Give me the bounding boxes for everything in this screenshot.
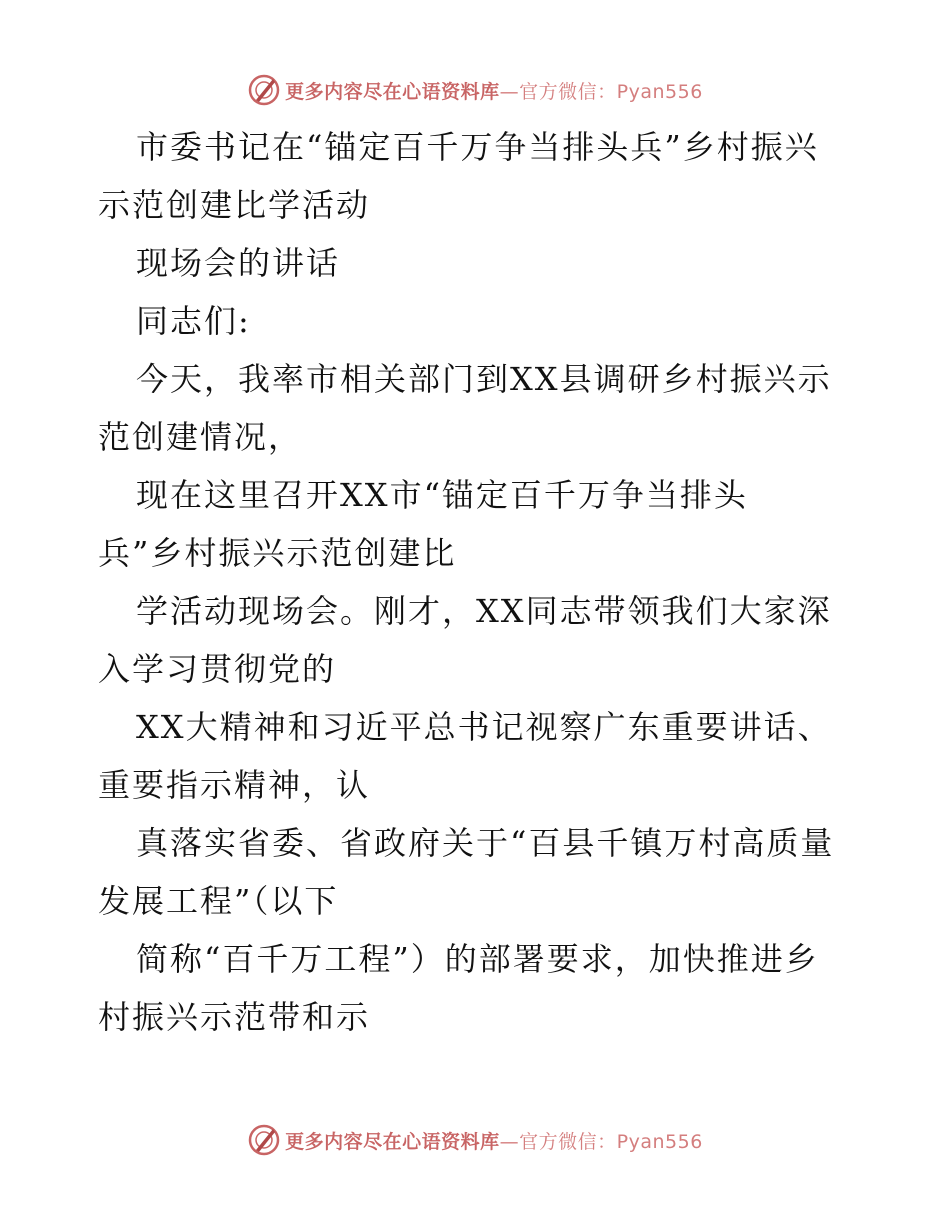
brand-logo-icon [247, 1123, 281, 1157]
text-line: 重要指示精神，认 [98, 766, 371, 804]
text-line: 村振兴示范带和示 [98, 998, 371, 1036]
brand-logo-icon [247, 73, 281, 107]
text-line: 兵”乡村振兴示范创建比 [98, 534, 457, 572]
text-line: 发展工程”（以下 [98, 882, 339, 920]
text-line: 真落实省委、省政府关于“百县千镇万村高质量 [136, 824, 835, 862]
watermark-text: 更多内容尽在心语资料库—官方微信：Pyan556 [285, 1130, 703, 1153]
text-line: 入学习贯彻党的 [98, 650, 337, 688]
text-line: 范创建情况， [98, 418, 303, 456]
text-line: 示范创建比学活动 [98, 186, 371, 224]
watermark-footer [0, 1120, 950, 1160]
text-line: XX大精神和习近平总书记视察广东重要讲话、 [136, 708, 832, 746]
text-line: 学活动现场会。刚才，XX同志带领我们大家深 [136, 592, 832, 630]
text-line: 同志们: [136, 302, 251, 340]
text-line: 现在这里召开XX市“锚定百千万争当排头 [136, 476, 748, 514]
text-line: 简称“百千万工程”）的部署要求，加快推进乡 [136, 940, 819, 978]
document-body [98, 118, 858, 1046]
watermark-header [0, 70, 950, 110]
text-line: 市委书记在“锚定百千万争当排头兵”乡村振兴 [136, 128, 819, 166]
text-line: 今天，我率市相关部门到XX县调研乡村振兴示 [136, 360, 832, 398]
text-line: 现场会的讲话 [136, 244, 341, 282]
watermark-text: 更多内容尽在心语资料库—官方微信：Pyan556 [285, 80, 703, 103]
